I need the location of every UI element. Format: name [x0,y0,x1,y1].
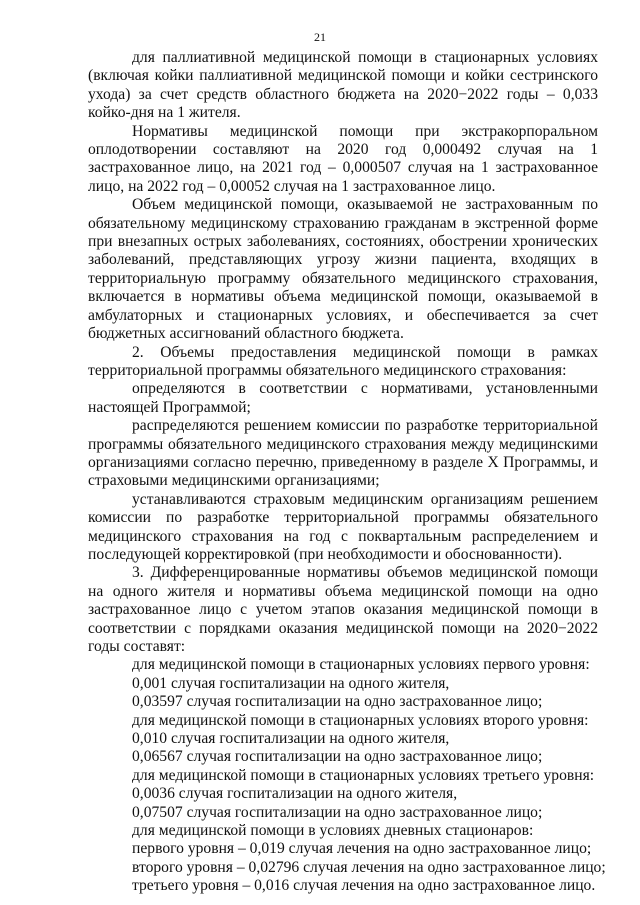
paragraph-ivf-norms: Нормативы медицинской помощи при экстракорпоральном оплодотворении составляют на 2020 год 0,000492 случая на 1 застрахованное лицо, на 2021 год – 0,000507 случая на 1 застрахованное лицо, на 2022 год – 0,00052 случая на 1 застрахованное лицо. [88,122,598,195]
list-line: для медицинской помощи в стационарных условиях второго уровня: [132,711,589,729]
list-line: 0,001 случая госпитализации на одного жителя, [132,674,450,692]
list-line: для медицинской помощи в условиях дневных стационаров: [132,822,534,840]
list-line: для медицинской помощи в стационарных условиях первого уровня: [132,656,590,674]
paragraph-section-2-heading: 2. Объемы предоставления медицинской помощи в рамках территориальной программы обязательного медицинского страхования: [88,343,598,379]
list-line: 0,06567 случая госпитализации на одно застрахованное лицо; [132,748,543,766]
paragraph-determined: определяются в соответствии с нормативами, установленными настоящей Программой; [88,380,598,416]
document-body [88,49,606,896]
list-line: третьего уровня – 0,016 случая лечения на одно застрахованное лицо. [132,877,596,895]
paragraph-uninsured-care: Объем медицинской помощи, оказываемой не застрахованным по обязательному медицинскому страхованию гражданам в экстренной форме при внезапных острых заболеваниях, состояниях, обострении хронических заболеваний, представляющих угрозу жизни пациента, входящих в территориальную программу обязательного медицинского страхования, включается в нормативы объема медицинской помощи, оказываемой в амбулаторных и стационарных условиях, и обеспечивается за счет бюджетных ассигнований областного бюджета. [88,196,598,343]
paragraph-established: устанавливаются страховым медицинским организациям решением комиссии по разработке территориальной программы обязательного медицинского страхования на год с поквартальным распределением и последующей корректировкой (при необходимости и обоснованности). [88,490,598,563]
paragraph-distributed: распределяются решением комиссии по разработке территориальной программы обязательного медицинского страхования между медицинскими организациями согласно перечню, приведенному в разделе X Программы, и страховыми медицинскими организациями; [88,417,598,490]
paragraph-palliative-care: для паллиативной медицинской помощи в стационарных условиях (включая койки паллиативной медицинской помощи и койки сестринского ухода) за счет средств областного бюджета на 2020−2022 годы – 0,033 койко-дня на 1 жителя. [88,49,598,122]
list-line: 0,07507 случая госпитализации на одно застрахованное лицо; [132,803,543,821]
list-line: второго уровня – 0,02796 случая лечения на одно застрахованное лицо; [132,858,606,876]
list-line: 0,0036 случая госпитализации на одного жителя, [132,785,458,803]
list-line: 0,010 случая госпитализации на одного жителя, [132,730,450,748]
page-number: 21 [314,30,326,44]
list-line: 0,03597 случая госпитализации на одно застрахованное лицо; [132,693,543,711]
list-line: для медицинской помощи в стационарных условиях третьего уровня: [132,766,595,784]
list-line: первого уровня – 0,019 случая лечения на одно застрахованное лицо; [132,840,592,858]
paragraph-section-3-heading: 3. Дифференцированные нормативы объемов медицинской помощи на одного жителя и нормативы объема медицинской помощи на одно застрахованное лицо с учетом этапов оказания медицинской помощи в соответствии с порядками оказания медицинской помощи на 2020−2022 годы составят: [88,564,598,655]
